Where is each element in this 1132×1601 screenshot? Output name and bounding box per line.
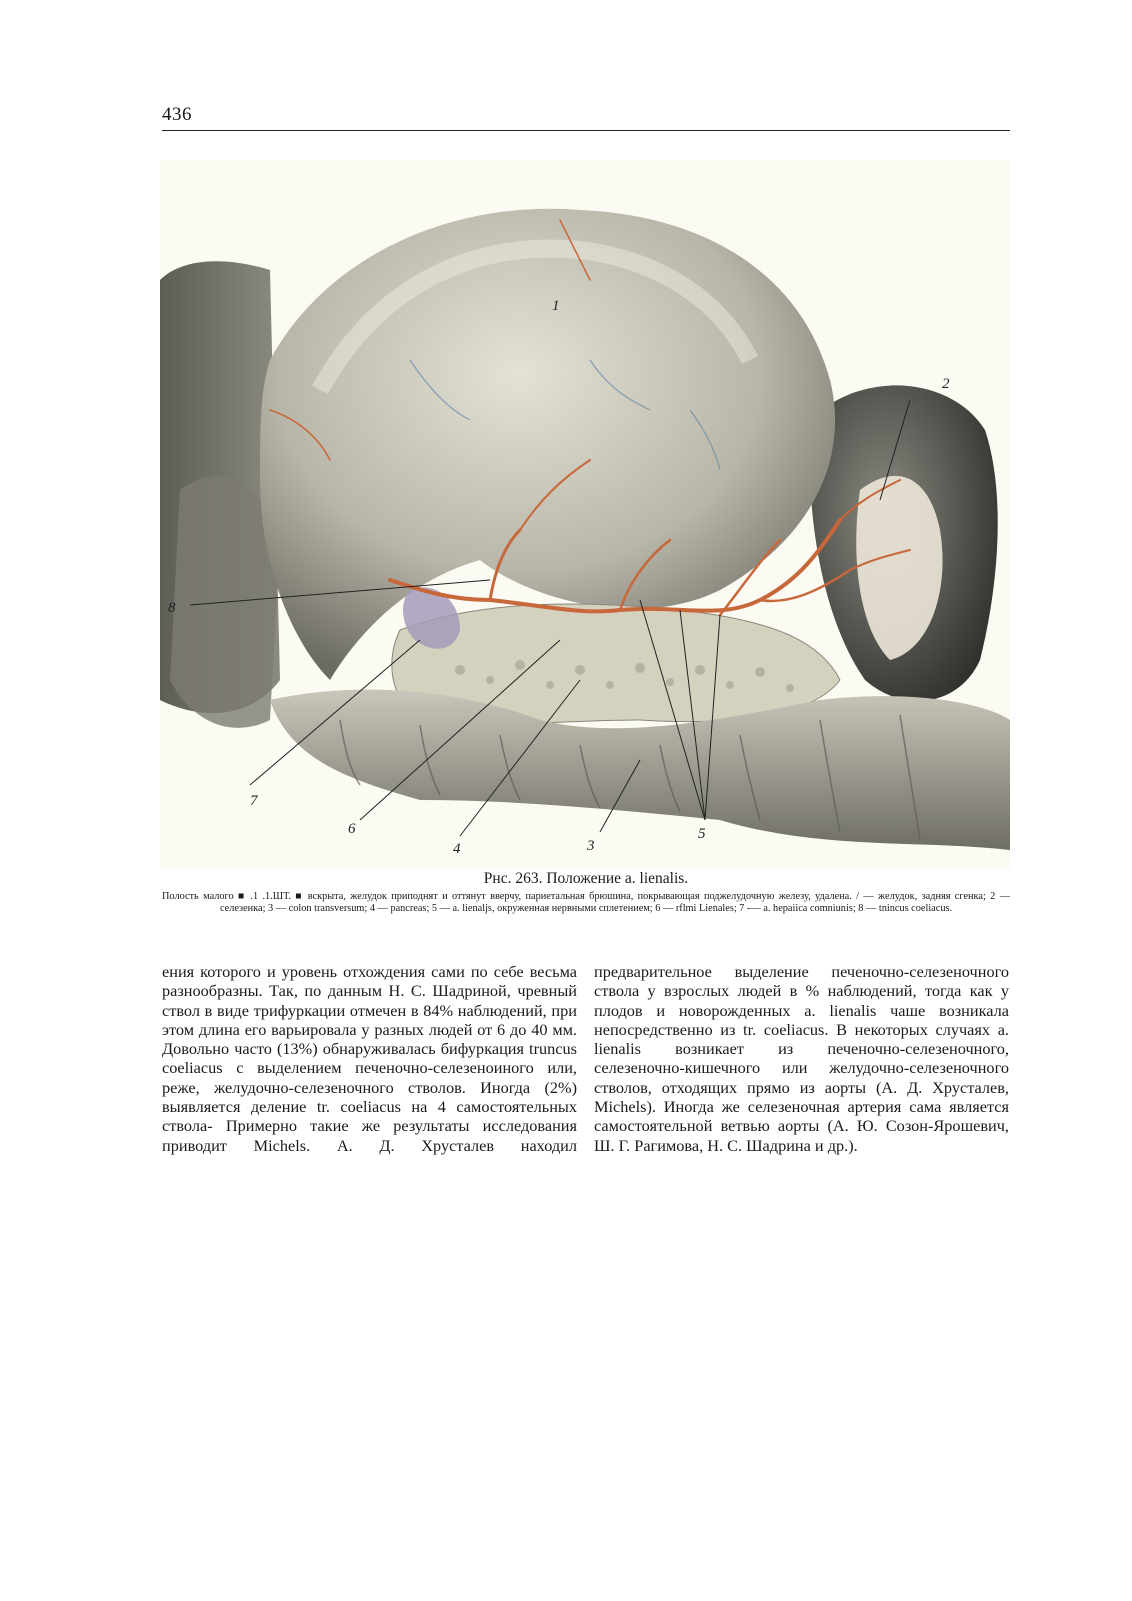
figure-label-1: 1 [552,298,560,314]
anatomical-illustration [160,160,1010,868]
figure-label-5: 5 [698,826,706,842]
figure-label-4: 4 [453,841,461,857]
paragraph-left: ения которого и уровень отхождения сами по себе весьма разнообразны. Так, по данным Н. С. Шадриной, чревный ствол в виде трифуркации отмечен в 84% наблюдений, при этом длина его варьировала у разных людей от 6 до 40 мм. Довольно часто (13%) обнаруживалась бифуркация truncus coeliacus с выделением печеночно-селезеноиного или, реже, желудочно-селезеночного стволов. Иногда (2%) выявляется деление tr. coeliacus на 4 самостоятельных ствола- Примерно такие же результаты исследования приводит Michels. А. Д. Хрусталев находил [162,962,577,1155]
figure-label-3: 3 [587,838,595,854]
page-number: 436 [162,104,192,125]
figure-label-7: 7 [250,793,258,809]
paragraph-right: предварительное выделение печеночно-селезеночного ствола у взрослых людей в % наблюдений, тогда как у плодов и новорожденных a. lienalis чаше возникала непосредственно из tr. coeliacus. В некоторых случаях a. lienalis возникает из печеночно-селезеночного, селезеночно-кишечного или желудочно-селезеночного стволов, отходящих прямо из аорты (А. Д. Хрусталев, Michels). Иногда же селезеночная артерия сама является самостоятельной ветвью аорты (А. Ю. Созон-Ярошевич, Ш. Г. Рагимова, Н. С. Шадрина и др.). [594,962,1009,1155]
figure-caption-title: Рнс. 263. Положение a. lienalis. [483,870,689,887]
figure-caption-text: Полость малого ■ .1 .1.ШТ. ■ вскрыта, желудок приподнят и оттянут вверчу, париетальная брюшина, покрывающая поджелудочную железу, удалена. / — желудок, задняя сгенка; 2 — селезенка; 3 — colon transversum; 4 — pancreas; 5 — a. lienaljs, окруженная нервными сплетением; 6 — rflmi Lienales; 7 -— a. hepaiica comniunis; 8 — tnincus coeliacus. [162,891,1010,914]
figure-label-8: 8 [168,600,176,616]
text-column-right [594,962,1009,1155]
figure-label-2: 2 [942,376,950,392]
text-column-left [162,962,577,1155]
illustration-svg [160,160,1010,868]
header-rule [162,130,1010,131]
figure-label-6: 6 [348,821,356,837]
